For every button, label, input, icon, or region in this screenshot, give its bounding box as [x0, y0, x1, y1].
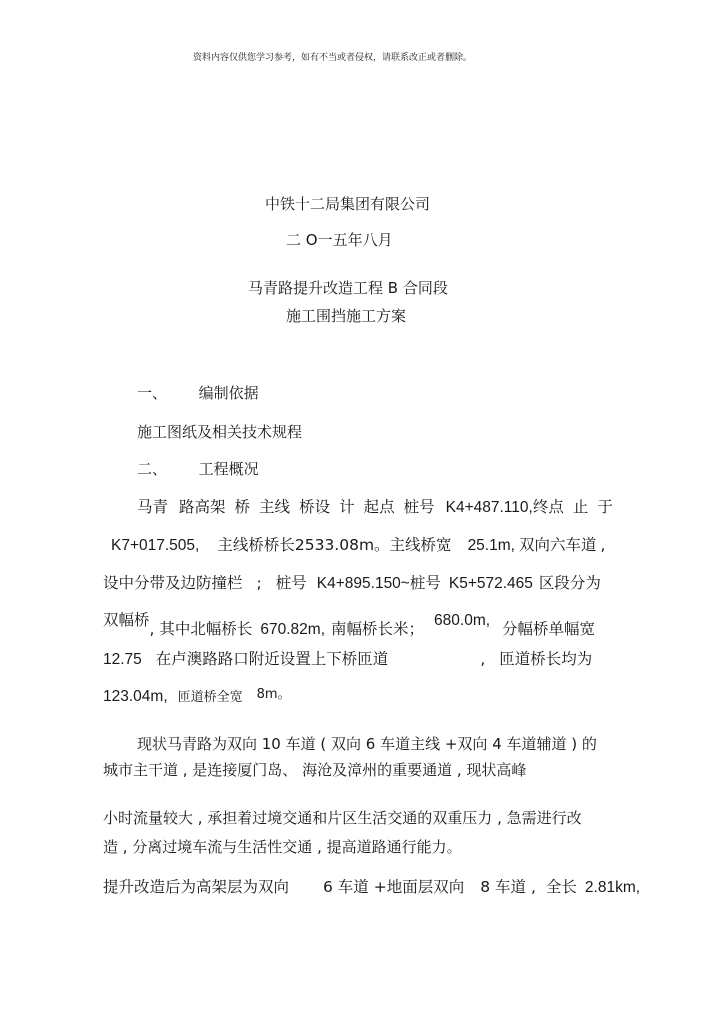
text-run: , 其中北幅桥长	[149, 620, 253, 638]
bridge-width: 25.1m,	[467, 537, 515, 554]
section-heading	[137, 459, 259, 479]
text-run: 匝道桥全宽	[177, 690, 243, 705]
overview-line	[103, 573, 601, 594]
text-run: 起点	[363, 498, 395, 516]
document-title: 施工围挡施工方案	[286, 307, 407, 325]
text-run: 8 车道 ,	[480, 878, 536, 896]
header-note: 资料内容仅供您学习参考，如有不当或者侵权，请联系改正或者删除。	[193, 53, 473, 63]
stake-number: K7+017.505,	[111, 537, 200, 554]
ramp-length: 123.04m,	[103, 688, 168, 705]
text-run: 马青	[137, 498, 169, 516]
stake-number: K5+572.465	[448, 575, 533, 592]
document-date: 二 O一五年八月	[286, 231, 393, 249]
overview-line	[103, 686, 291, 708]
project-title: 马青路提升改造工程 B 合同段	[248, 279, 448, 297]
company-name: 中铁十二局集团有限公司	[265, 195, 431, 213]
section-title: 编制依据	[198, 384, 259, 402]
text-run: 路高架	[179, 498, 226, 516]
text-run: ,	[600, 536, 606, 554]
text-run: 提升改造后为高架层为双向	[103, 878, 290, 896]
text-run: 双向六车道	[518, 536, 597, 554]
text-run: 匝道桥长均为	[499, 650, 593, 668]
width-value: 12.75	[103, 651, 142, 668]
status-line: 现状马青路为双向 10 车道 ( 双向 6 车道主线 +双向 4 车道辅道 ) 的	[137, 735, 597, 753]
north-length: 670.82m,	[260, 621, 326, 638]
text-run: 终点	[532, 498, 564, 516]
text-run: 区段分为	[538, 574, 601, 592]
text-run: 主线桥桥长2533.08m。主线桥宽	[217, 536, 452, 554]
text-run: ;	[256, 574, 262, 592]
overview-line	[137, 497, 613, 518]
status-line: 造 , 分离过境车流与生活性交通 , 提高道路通行能力。	[103, 838, 462, 856]
ramp-width: 8m。	[256, 687, 291, 702]
basis-text: 施工图纸及相关技术规程	[137, 423, 303, 441]
text-run: 桥	[234, 498, 251, 516]
overview-line	[103, 649, 592, 670]
south-length: 680.0m,	[434, 612, 491, 629]
text-run: 全长	[545, 878, 577, 896]
status-line: 城市主干道 , 是连接厦门岛、 海沧及漳州的重要通道 , 现状高峰	[103, 761, 527, 779]
section-title: 工程概况	[198, 460, 259, 478]
text-run: ,	[480, 650, 486, 668]
status-line: 小时流量较大 , 承担着过境交通和片区生活交通的双重压力 , 急需进行改	[103, 809, 582, 827]
text-run: 止	[572, 498, 589, 516]
text-run: 分幅桥单幅宽	[502, 620, 596, 638]
stake-number: K4+487.110,	[445, 499, 533, 516]
text-run: 在卢澳路路口附近设置上下桥匝道	[155, 650, 389, 668]
overview-line	[111, 535, 605, 556]
text-run: 桩号	[275, 574, 307, 592]
text-run: 6 车道 +地面层双向	[323, 878, 465, 896]
section-number: 一、	[137, 384, 168, 402]
text-run: 桥设	[299, 498, 331, 516]
section-heading	[137, 383, 259, 403]
text-run: 桩号	[403, 498, 435, 516]
section-number: 二、	[137, 460, 168, 478]
text-run: 南幅桥长米；	[331, 620, 425, 638]
text-run: 设中分带及边防撞栏	[103, 574, 243, 592]
total-length: 2.81km,	[584, 879, 641, 896]
text-run: 双幅桥	[103, 611, 150, 629]
text-run: 主线	[259, 498, 291, 516]
stake-number: K4+895.150~桩号	[316, 575, 441, 592]
text-run: 于	[597, 498, 613, 516]
text-run: 计	[339, 498, 355, 516]
overview-line	[103, 610, 595, 638]
status-line	[103, 877, 640, 898]
